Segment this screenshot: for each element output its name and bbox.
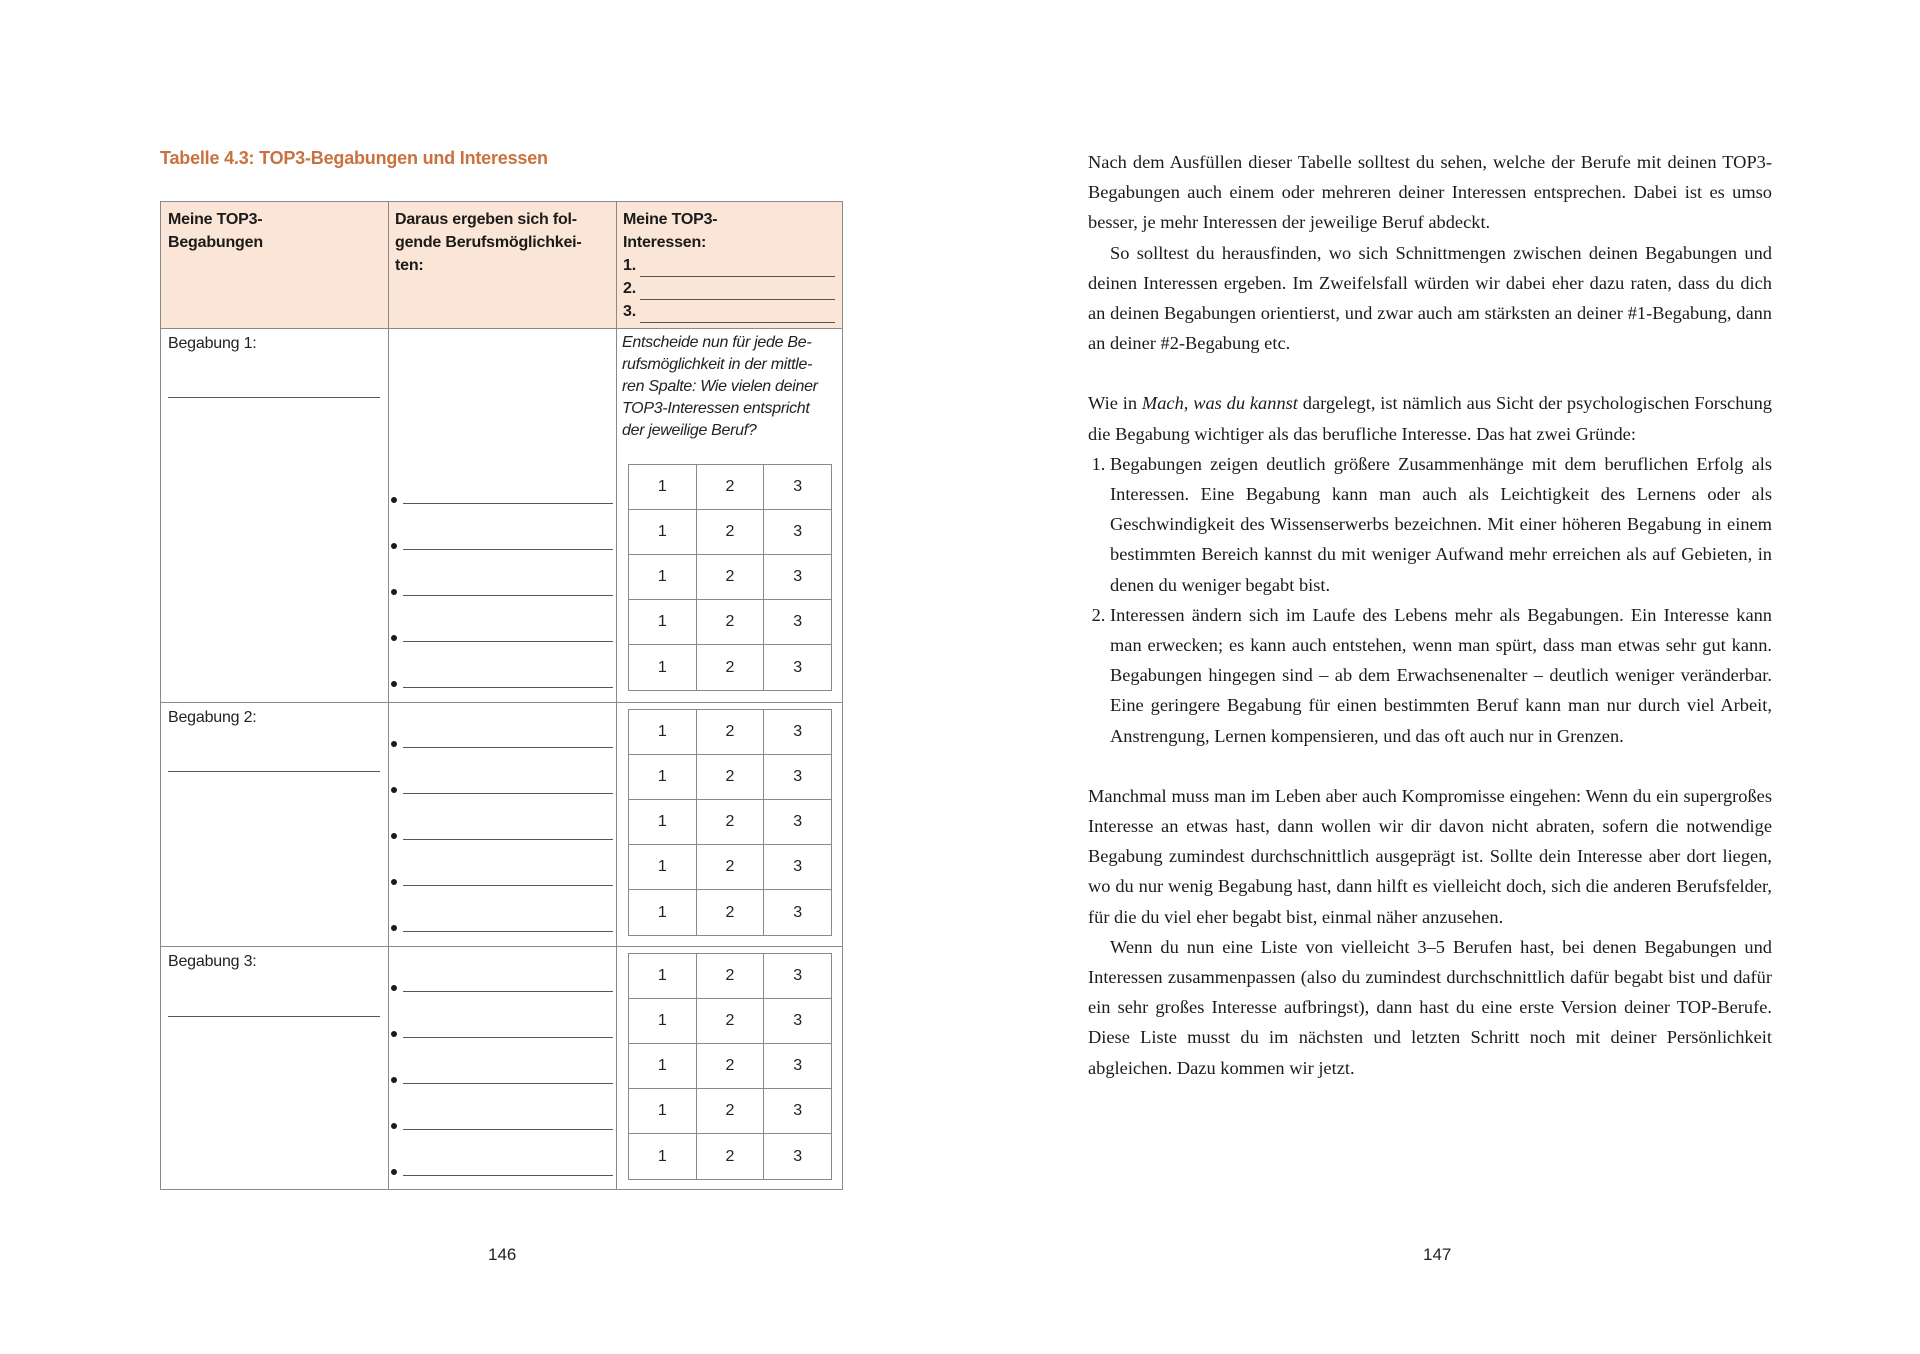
bullet-icon <box>391 1031 397 1037</box>
row-divider <box>161 946 842 947</box>
beruf-line[interactable] <box>391 530 613 550</box>
rating-grid-3 <box>628 953 832 1180</box>
rating-row <box>629 710 831 755</box>
rating-option-2[interactable]: 2 <box>697 600 765 644</box>
header-line: Meine TOP3- <box>168 211 263 228</box>
header-line: Interessen: <box>623 234 707 251</box>
interest-slot-2[interactable] <box>623 277 835 300</box>
rating-row <box>629 600 831 645</box>
rating-row <box>629 954 831 999</box>
rating-option-3[interactable]: 3 <box>793 478 803 495</box>
rating-row <box>629 1134 831 1179</box>
rating-option-2[interactable]: 2 <box>697 1044 765 1088</box>
rating-option-2[interactable]: 2 <box>697 555 765 599</box>
hint-line: ren Spalte: Wie vielen deiner <box>622 378 818 395</box>
begabung-3-label: Begabung 3: <box>168 953 257 970</box>
paragraph-2: So solltest du herausfinden, wo sich Schnittmengen zwischen deinen Begabungen und deinen Interessen ergeben. Im Zweifelsfall würden wir dabei eher dazu raten, dass du dich an deinen Begabungen orientierst, und zwar auch am stärksten an deiner #1-Begabung, dann an deiner #2-Begabung etc. <box>1088 242 1772 354</box>
rating-row <box>629 1044 831 1089</box>
hint-line: rufsmöglichkeit in der mittle- <box>622 356 813 373</box>
rating-row <box>629 999 831 1044</box>
rating-option-3[interactable]: 3 <box>793 768 803 785</box>
rating-row <box>629 555 831 600</box>
begabung-2-label: Begabung 2: <box>168 709 257 726</box>
hint-line: Entscheide nun für jede Be- <box>622 334 812 351</box>
slot-number: 3. <box>623 303 636 320</box>
rating-option-1[interactable]: 1 <box>629 710 697 754</box>
beruf-line[interactable] <box>391 1064 613 1084</box>
rating-option-2[interactable]: 2 <box>697 890 765 935</box>
bullet-icon <box>391 1077 397 1083</box>
paragraph-3 <box>1088 388 1772 448</box>
book-title-link: Mach, was du kannst <box>1141 393 1298 414</box>
list-item: 2. Interessen ändern sich im Laufe des Lebens mehr als Begabungen. Ein Interesse kann man erwecken; es kann auch entstehen, wenn man spürt, dass man etwas sehr gut kann. Begabungen hingegen sind – ab dem Erwachsenenalter – deutlich weniger veränderbar. Eine geringere Begabung für einen bestimmten Beruf kann man nur durch viel Arbeit, Anstrengung, Lernen kompensieren, und das oft auch nur in Grenzen. <box>1110 600 1772 751</box>
rating-option-3[interactable]: 3 <box>793 967 803 984</box>
text-span: Wie in <box>1088 393 1142 414</box>
header-berufsmoeglichkeiten <box>395 208 610 277</box>
bullet-icon <box>391 741 397 747</box>
begabung-2-field[interactable] <box>168 771 380 772</box>
rating-option-2[interactable]: 2 <box>697 755 765 799</box>
rating-option-1[interactable]: 1 <box>629 645 697 690</box>
rating-option-3[interactable]: 3 <box>793 1012 803 1029</box>
bullet-icon <box>391 589 397 595</box>
beruf-line[interactable] <box>391 774 613 794</box>
rating-grid-2 <box>628 709 832 936</box>
paragraph-5: Wenn du nun eine Liste von vielleicht 3–5 Berufen hast, bei denen Begabungen und Interessen zusammenpassen (also du zumindest durchschnittlich dafür begabt bist und dafür ein sehr großes Interesse aufbringst), dann hast du eine erste Version deiner TOP-Berufe. Diese Liste musst du im nächsten und letzten Schritt noch mit deiner Persönlichkeit abgleichen. Dazu kommen wir jetzt. <box>1088 936 1772 1078</box>
rating-option-3[interactable]: 3 <box>793 613 803 630</box>
rating-option-3[interactable]: 3 <box>793 1147 803 1165</box>
rating-option-1[interactable]: 1 <box>629 1044 697 1088</box>
rating-option-2[interactable]: 2 <box>697 800 765 844</box>
header-line: Begabungen <box>168 234 263 251</box>
rating-option-1[interactable]: 1 <box>629 890 697 935</box>
begabung-1-field[interactable] <box>168 397 380 398</box>
rating-option-2[interactable]: 2 <box>697 999 765 1043</box>
slot-number: 1. <box>623 257 636 274</box>
rating-option-1[interactable]: 1 <box>629 800 697 844</box>
column-divider <box>616 202 617 1189</box>
header-line: ten: <box>395 257 424 274</box>
rating-option-1[interactable]: 1 <box>629 510 697 554</box>
rating-option-3[interactable]: 3 <box>793 858 803 875</box>
instruction-hint <box>622 332 837 442</box>
beruf-line[interactable] <box>391 1156 613 1176</box>
bullet-icon <box>391 879 397 885</box>
rating-row <box>629 1089 831 1134</box>
rating-option-3[interactable]: 3 <box>793 813 803 830</box>
page-number-right: 147 <box>1423 1245 1452 1264</box>
rating-row <box>629 510 831 555</box>
bullet-icon <box>391 1169 397 1175</box>
rating-option-1[interactable]: 1 <box>629 845 697 889</box>
rating-option-3[interactable]: 3 <box>793 1057 803 1074</box>
paragraph-4: Manchmal muss man im Leben aber auch Kompromisse eingehen: Wenn du ein supergroßes Interesse an etwas hast, dann wollen wir dir davon nicht abraten, sofern die notwendige Begabung zumindest durchschnittlich ausgeprägt ist. Sollte dein Interesse aber dort liegen, wo du nur wenig Begabung hast, dann hilft es vielleicht doch, sich die anderen Berufsfelder, für die du viel eher begabt bist, einmal näher anzusehen. <box>1088 785 1772 927</box>
table-caption: Tabelle 4.3: TOP3-Begabungen und Interessen <box>160 148 548 168</box>
beruf-line[interactable] <box>391 576 613 596</box>
bullet-icon <box>391 925 397 931</box>
beruf-line[interactable] <box>391 866 613 886</box>
bullet-icon <box>391 1123 397 1129</box>
rating-row <box>629 845 831 890</box>
rating-option-1[interactable]: 1 <box>629 755 697 799</box>
paragraph-1: Nach dem Ausfüllen dieser Tabelle solltest du sehen, welche der Berufe mit deinen TOP3-Begabungen auch einem oder mehreren deiner Interessen entsprechen. Dabei ist es umso besser, je mehr Interessen der jeweilige Beruf abdeckt. <box>1088 152 1772 233</box>
body-text <box>1088 147 1772 1083</box>
rating-row <box>629 465 831 510</box>
column-divider <box>388 202 389 1189</box>
bullet-icon <box>391 833 397 839</box>
worksheet-table <box>160 201 843 1190</box>
beruf-line[interactable] <box>391 484 613 504</box>
text-span: dargelegt, ist nämlich aus Sicht der psychologischen Forschung die Begabung wichtiger als das berufliche Interesse. Das hat zwei Gründe: <box>1088 393 1772 444</box>
interest-slot-3[interactable] <box>623 300 835 323</box>
rating-row <box>629 755 831 800</box>
rating-option-2[interactable]: 2 <box>697 845 765 889</box>
beruf-line[interactable] <box>391 1110 613 1130</box>
header-line: Daraus ergeben sich fol- <box>395 211 577 228</box>
rating-option-1[interactable]: 1 <box>629 1089 697 1133</box>
header-top3-interessen <box>623 208 835 323</box>
beruf-line[interactable] <box>391 820 613 840</box>
rating-option-2[interactable]: 2 <box>697 510 765 554</box>
right-page <box>960 0 1920 1354</box>
rating-option-2[interactable]: 2 <box>697 710 765 754</box>
header-top3-begabungen <box>168 208 380 254</box>
rating-option-3[interactable]: 3 <box>793 568 803 585</box>
rating-option-2[interactable]: 2 <box>697 645 765 690</box>
header-line: gende Berufsmöglichkei- <box>395 234 582 251</box>
bullet-icon <box>391 497 397 503</box>
hint-line: TOP3-Interessen entspricht <box>622 400 810 417</box>
rating-option-1[interactable]: 1 <box>629 999 697 1043</box>
rating-option-3[interactable]: 3 <box>793 723 803 740</box>
begabung-1-label: Begabung 1: <box>168 335 257 352</box>
rating-row <box>629 645 831 690</box>
list-item: 1. Begabungen zeigen deutlich größere Zusammenhänge mit dem beruflichen Erfolg als Interessen. Eine Begabung kann man auch als Leichtigkeit des Lernens oder als Geschwindigkeit des Wissenserwerbs bezeichnen. Mit einer höheren Begabung in einem bestimmten Bereich kannst du mit weniger Aufwand mehr erreichen als auf Gebieten, in denen du weniger begabt bist. <box>1110 449 1772 600</box>
rating-option-3[interactable]: 3 <box>793 658 803 676</box>
slot-number: 2. <box>623 280 636 297</box>
rating-option-2[interactable]: 2 <box>697 1134 765 1179</box>
reasons-list <box>1088 449 1772 751</box>
hint-line: der jeweilige Beruf? <box>622 422 757 439</box>
row-divider <box>161 328 842 329</box>
rating-option-1[interactable]: 1 <box>629 1134 697 1179</box>
begabung-3-field[interactable] <box>168 1016 380 1017</box>
rating-option-1[interactable]: 1 <box>629 555 697 599</box>
beruf-line[interactable] <box>391 912 613 932</box>
bullet-icon <box>391 681 397 687</box>
rating-option-3[interactable]: 3 <box>793 523 803 540</box>
bullet-icon <box>391 543 397 549</box>
rating-option-3[interactable]: 3 <box>793 903 803 921</box>
rating-option-1[interactable]: 1 <box>629 465 697 509</box>
rating-option-1[interactable]: 1 <box>629 954 697 998</box>
rating-row <box>629 890 831 935</box>
beruf-line[interactable] <box>391 728 613 748</box>
bullet-icon <box>391 985 397 991</box>
beruf-line[interactable] <box>391 972 613 992</box>
rating-option-3[interactable]: 3 <box>793 1102 803 1119</box>
bullet-icon <box>391 787 397 793</box>
interest-slot-1[interactable] <box>623 254 835 277</box>
header-line: Meine TOP3- <box>623 211 718 228</box>
rating-option-2[interactable]: 2 <box>697 954 765 998</box>
row-divider <box>161 702 842 703</box>
rating-grid-1 <box>628 464 832 691</box>
beruf-line[interactable] <box>391 1018 613 1038</box>
page-number-left: 146 <box>488 1245 517 1264</box>
beruf-line[interactable] <box>391 668 613 688</box>
bullet-icon <box>391 635 397 641</box>
rating-row <box>629 800 831 845</box>
rating-option-2[interactable]: 2 <box>697 1089 765 1133</box>
rating-option-2[interactable]: 2 <box>697 465 765 509</box>
beruf-line[interactable] <box>391 622 613 642</box>
rating-option-1[interactable]: 1 <box>629 600 697 644</box>
